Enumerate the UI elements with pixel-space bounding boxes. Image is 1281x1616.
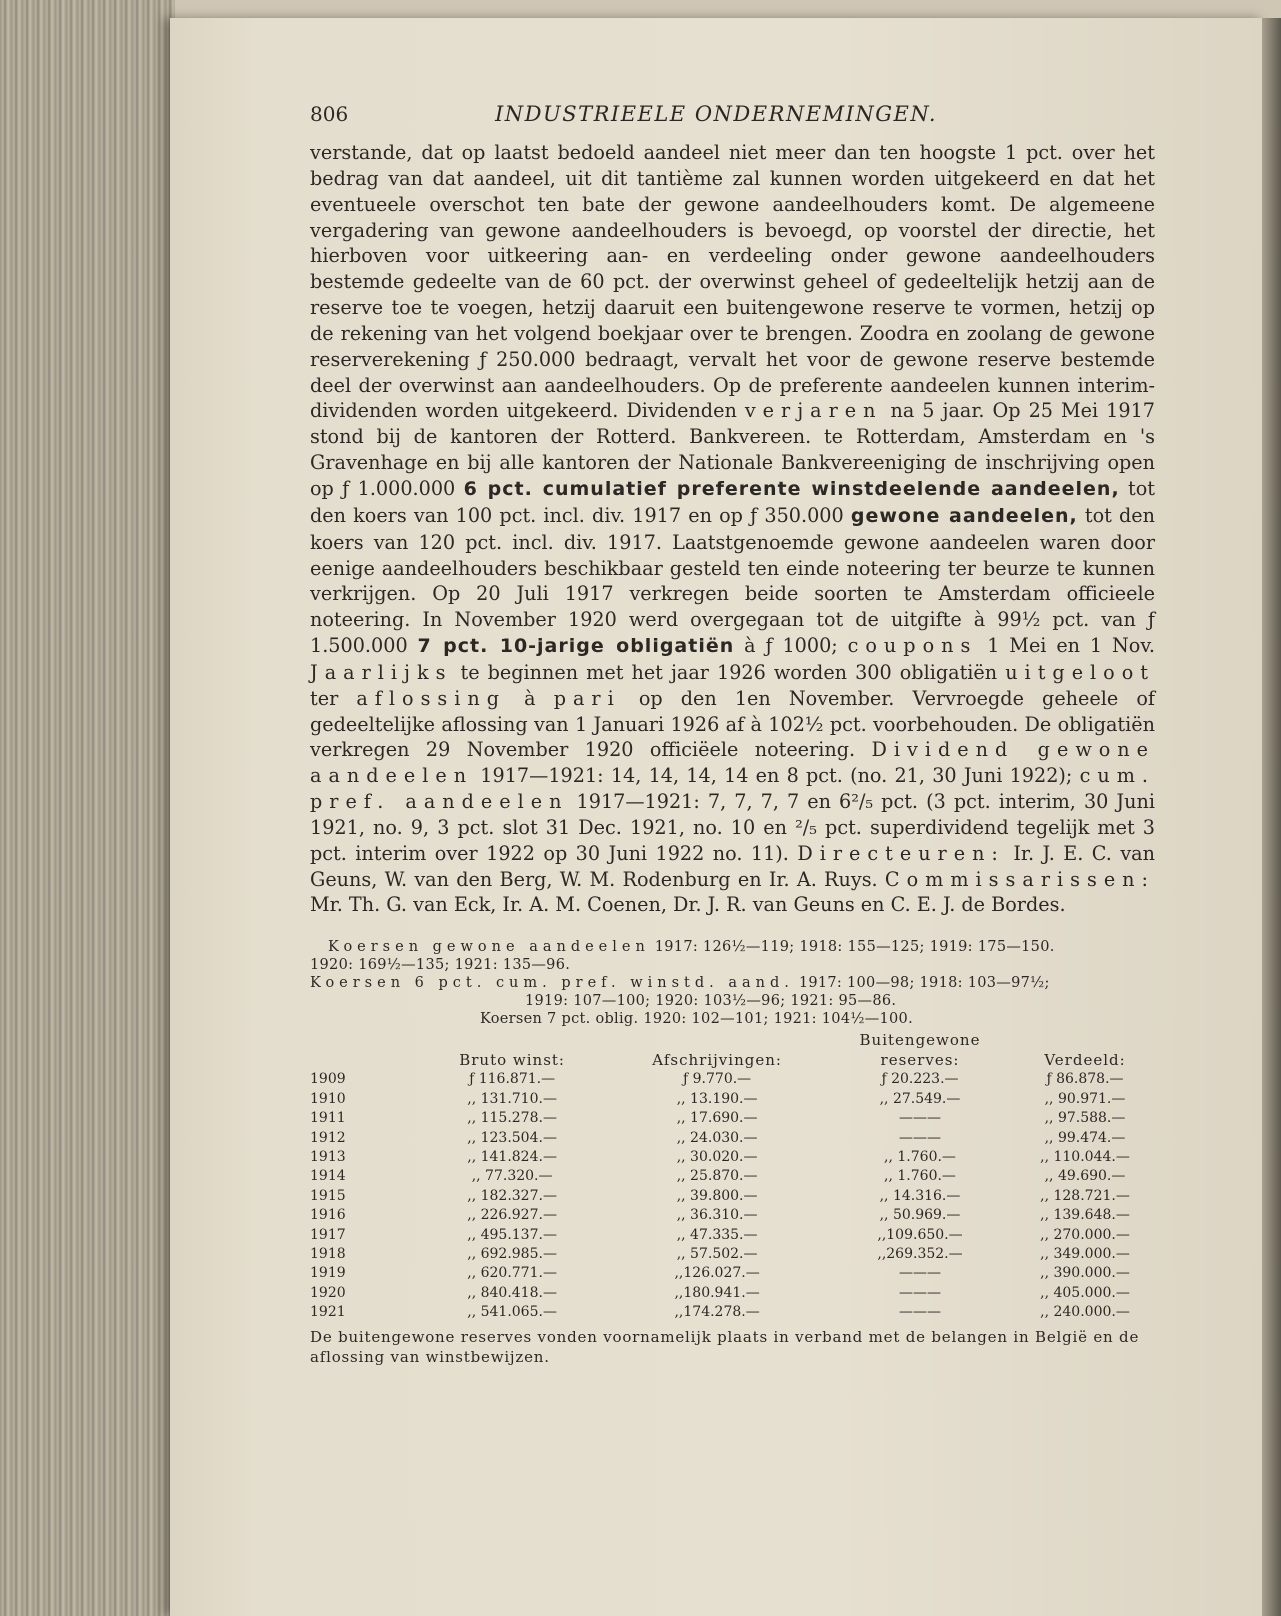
- table-cell: ,, 99.474.—: [1044, 1129, 1126, 1146]
- table-row: [310, 1129, 1160, 1148]
- table-cell: ,, 27.549.—: [879, 1090, 961, 1107]
- table-cell: ,, 50.969.—: [879, 1207, 961, 1224]
- table-cell: ———: [899, 1265, 941, 1282]
- table-row: [310, 1245, 1160, 1264]
- table-cell: ,, 77.320.—: [471, 1168, 553, 1185]
- table-cell: ,, 24.030.—: [676, 1129, 758, 1146]
- table-cell: ,,180.941.—: [674, 1284, 760, 1301]
- table-cell: ,, 49.690.—: [1044, 1168, 1126, 1185]
- text-run: 1917—1921: 14, 14, 14, 14 en 8 pct. (no. 21, 30 Juni 1922);: [473, 764, 1080, 788]
- year-cell: 1911: [310, 1110, 346, 1127]
- table-cell: ,, 141.824.—: [467, 1148, 557, 1165]
- running-head: INDUSTRIEELE ONDERNEMINGEN.: [495, 102, 938, 126]
- text-run: verstande, dat op laatst bedoeld aandeel niet meer dan ten hoogste 1 pct. over het bedrag van dat aandeel, uit dit tantième zal kunnen worden uitgekeerd en dat het eventueele overschot ten bate der gewone aandeelhouders komt. De algemeene vergadering van gewone aandeelhouders is bevoegd, op voorstel der directie, het hierboven voor uitkeering aan- en verdeeling onder gewone aandeelhouders bestemde gedeelte van de 60 pct. der overwinst geheel of gedeeltelijk hetzij aan de reserve toe te voegen, hetzij daaruit een buitengewone reserve te vormen, hetzij op de rekening van het volgend boekjaar over te brengen. Zoodra en zoolang de gewone reserverekening ƒ 250.000 bedraagt, vervalt het voor de gewone reserve bestemde deel der overwinst aan aandeelhouders. Op de preferente aandeelen kunnen interim-dividenden worden uitgekeerd. Dividenden: [310, 141, 1155, 423]
- spaced-text: cum. pref. aandeelen: [310, 764, 1155, 814]
- bold-heading: 6 pct. cumulatief preferente winstdeelende aandeelen,: [463, 477, 1120, 500]
- page-fold-shadow: [1262, 18, 1281, 1616]
- year-cell: 1921: [310, 1304, 346, 1321]
- table-cell: ,, 13.190.—: [676, 1090, 758, 1107]
- table-cell: ƒ 86.878.—: [1046, 1071, 1124, 1088]
- table-cell: ———: [899, 1284, 941, 1301]
- koersen-values: 1917: 100—98; 1918: 103—97½;: [793, 975, 1050, 992]
- year-cell: 1917: [310, 1226, 346, 1243]
- year-cell: 1916: [310, 1207, 346, 1224]
- table-cell: ,,109.650.—: [877, 1226, 963, 1243]
- table-cell: ,, 97.588.—: [1044, 1110, 1126, 1127]
- table-cell: ,, 90.971.—: [1044, 1090, 1126, 1107]
- table-cell: ,, 57.502.—: [676, 1245, 758, 1262]
- table-cell: ƒ 9.770.—: [683, 1071, 752, 1088]
- text-run: à: [506, 686, 554, 710]
- spaced-text: verjaren: [744, 399, 883, 423]
- text-run: 1 Mei en 1 Nov.: [977, 634, 1155, 658]
- text-run: tot den koers van 120 pct. incl. div. 1917. Laatstgenoemde gewone aandeelen waren door eenige aandeelhouders beschikbaar gesteld ten einde noteering ter beurze te kunnen verkrijgen. Op 20 Juli 1917 verkregen beide soorten te Amsterdam officieele noteering. In November 1920 werd overgegaan tot de uitgifte à 99½ pct. van ƒ 1.500.000: [310, 503, 1155, 658]
- table-cell: ,, 620.771.—: [467, 1265, 557, 1282]
- table-cell: ,, 182.327.—: [467, 1187, 557, 1204]
- text-run: te beginnen met het jaar 1926 worden 300 obligatiën: [452, 660, 1006, 684]
- table-cell: ,, 139.648.—: [1040, 1207, 1130, 1224]
- column-header: Verdeeld:: [1044, 1050, 1126, 1069]
- table-cell: ,, 123.504.—: [467, 1129, 557, 1146]
- spaced-text: Commissarissen:: [884, 867, 1155, 891]
- table-row: [310, 1303, 1160, 1322]
- table-cell: ———: [899, 1304, 941, 1321]
- table-cell: ƒ 116.871.—: [469, 1071, 556, 1088]
- year-cell: 1914: [310, 1168, 346, 1185]
- table-cell: ,, 349.000.—: [1040, 1245, 1130, 1262]
- text-run: Ir. J. E. C. van Geuns, W. van den Berg, W. M. Rodenburg en Ir. A. Ruys.: [310, 841, 1155, 891]
- year-cell: 1920: [310, 1284, 346, 1301]
- table-row: [310, 1187, 1160, 1206]
- spaced-text: Directeuren:: [797, 841, 1005, 865]
- spaced-label: Koersen gewone aandeelen: [328, 939, 650, 956]
- table-row: [310, 1264, 1160, 1283]
- table-cell: ,, 115.278.—: [467, 1110, 557, 1127]
- table-cell: ,, 131.710.—: [467, 1090, 557, 1107]
- year-cell: 1910: [310, 1090, 346, 1107]
- spaced-text: Dividend gewone aandeelen: [310, 738, 1156, 788]
- koersen-line: [310, 974, 1155, 992]
- table-cell: ,, 128.721.—: [1040, 1187, 1130, 1204]
- koersen-line: [310, 938, 1155, 956]
- table-row: [310, 1167, 1160, 1186]
- table-cell: ,, 495.137.—: [467, 1226, 557, 1243]
- table-row: [310, 1226, 1160, 1245]
- text-run: Mr. Th. G. van Eck, Ir. A. M. Coenen, Dr. J. R. van Geuns en C. E. J. de Bordes.: [310, 893, 1066, 917]
- table-row: [310, 1284, 1160, 1303]
- table-row: [310, 1206, 1160, 1225]
- koersen-values: 1917: 126½—119; 1918: 155—125; 1919: 175—150.: [649, 939, 1055, 956]
- table-cell: ,, 36.310.—: [676, 1207, 758, 1224]
- year-cell: 1912: [310, 1129, 346, 1146]
- table-header-row: [310, 1030, 1160, 1070]
- table-cell: ƒ 20.223.—: [881, 1071, 959, 1088]
- table-cell: ,, 270.000.—: [1040, 1226, 1130, 1243]
- year-cell: 1919: [310, 1265, 346, 1282]
- column-header: Buitengewone reserves:: [859, 1031, 981, 1070]
- footnote: De buitengewone reserves vonden voornamelijk plaats in verband met de belangen in België en de aflossing van winstbewijzen.: [310, 1327, 1140, 1366]
- spaced-text: coupons: [847, 634, 978, 658]
- column-header: Afschrijvingen:: [652, 1050, 782, 1069]
- text-run: op den 1en November. Vervroegde geheele of gedeeltelijke aflossing van 1 Januari 1926 af à 102½ pct. voorbehouden. De obligatiën verkregen 29 November 1920 officiëele noteering.: [310, 686, 1155, 762]
- koersen-line: 1920: 169½—135; 1921: 135—96.: [310, 957, 571, 974]
- body-paragraph: [310, 140, 1155, 918]
- spaced-text: pari: [553, 686, 621, 710]
- table-cell: ,, 14.316.—: [879, 1187, 961, 1204]
- table-cell: ,,174.278.—: [674, 1304, 760, 1321]
- year-cell: 1918: [310, 1245, 346, 1262]
- spaced-text: Jaarlijks: [310, 660, 453, 684]
- table-cell: ,,126.027.—: [674, 1265, 760, 1282]
- table-cell: ,, 25.870.—: [676, 1168, 758, 1185]
- table-row: [310, 1109, 1160, 1128]
- table-row: [310, 1148, 1160, 1167]
- table-cell: ———: [899, 1129, 941, 1146]
- table-row: [310, 1090, 1160, 1109]
- text-run: 1917—1921: 7, 7, 7, 7 en 6²/₅ pct. (3 pct. interim, 30 Juni 1921, no. 9, 3 pct. slot 31 Dec. 1921, no. 10 en ²/₅ pct. superdividend tegelijk met 3 pct. interim over 1922 op 30 Juni 1922 no. 11).: [310, 790, 1155, 865]
- table-cell: ,, 692.985.—: [467, 1245, 557, 1262]
- year-cell: 1915: [310, 1187, 346, 1204]
- column-header: [310, 1030, 420, 1070]
- table-cell: ,, 110.044.—: [1040, 1148, 1130, 1165]
- bold-heading: gewone aandeelen,: [850, 504, 1078, 527]
- table-cell: ,, 30.020.—: [676, 1148, 758, 1165]
- table-body: [310, 1070, 1160, 1322]
- results-table: [310, 1030, 1160, 1322]
- spaced-text: uitgeloot: [1005, 660, 1155, 684]
- text-run: à ƒ 1000;: [734, 634, 848, 658]
- table-cell: ———: [899, 1110, 941, 1127]
- book-page-edges: [0, 0, 175, 1616]
- koersen-block: [310, 938, 1155, 1028]
- text-run: na 5 jaar. Op 25 Mei 1917 stond bij de kantoren der Rotterd. Bankvereen. te Rotterdam, Amsterdam en 's Gravenhage en bij alle kantoren der Nationale Bankvereeniging de inschrijving open op ƒ 1.000.000: [310, 399, 1155, 500]
- page-number: 806: [310, 102, 349, 126]
- table-cell: ,, 840.418.—: [467, 1284, 557, 1301]
- koersen-line: 1919: 107—100; 1920: 103½—96; 1921: 95—86.: [525, 993, 897, 1010]
- year-cell: 1913: [310, 1148, 346, 1165]
- bold-heading: 7 pct. 10-jarige obligatiën: [417, 635, 735, 658]
- year-cell: 1909: [310, 1071, 346, 1088]
- table-cell: ,, 1.760.—: [884, 1148, 956, 1165]
- koersen-line: Koersen 7 pct. oblig. 1920: 102—101; 1921: 104½—100.: [480, 1011, 913, 1028]
- text-run: ter: [310, 686, 357, 710]
- table-cell: ,, 226.927.—: [467, 1207, 557, 1224]
- page-header: [310, 96, 1155, 130]
- page-content: [310, 96, 1155, 1367]
- text-run: tot den koers van 100 pct. incl. div. 1917 en op ƒ 350.000: [310, 476, 1155, 527]
- table-row: [310, 1070, 1160, 1089]
- table-cell: ,, 541.065.—: [467, 1304, 557, 1321]
- spaced-text: aflossing: [356, 686, 507, 710]
- table-cell: ,, 39.800.—: [676, 1187, 758, 1204]
- column-header: Bruto winst:: [459, 1050, 565, 1069]
- table-cell: ,,269.352.—: [877, 1245, 963, 1262]
- spaced-label: Koersen 6 pct. cum. pref. winstd. aand.: [310, 975, 794, 992]
- table-cell: ,, 17.690.—: [676, 1110, 758, 1127]
- table-cell: ,, 405.000.—: [1040, 1284, 1130, 1301]
- table-cell: ,, 1.760.—: [884, 1168, 956, 1185]
- table-cell: ,, 240.000.—: [1040, 1304, 1130, 1321]
- table-cell: ,, 390.000.—: [1040, 1265, 1130, 1282]
- table-cell: ,, 47.335.—: [676, 1226, 758, 1243]
